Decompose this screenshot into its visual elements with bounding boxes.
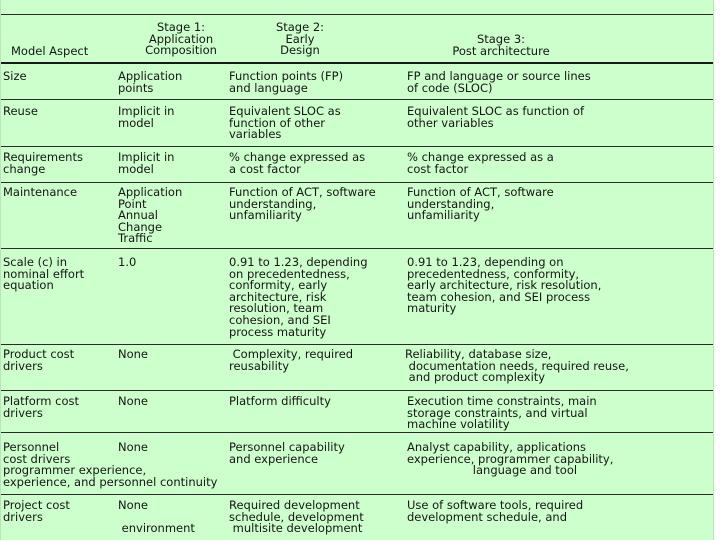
row-scale-stage-3: 0.91 to 1.23, depending on precedentedness, conformity, early architecture, risk resolution, team cohesion, and SEI process maturity (407, 255, 602, 316)
row-platform-stage-1: None (118, 394, 149, 408)
row-divider (1, 99, 713, 100)
header-model-aspect: Model Aspect (11, 44, 89, 58)
row-personnel-stage-2: Personnel capability and experience (229, 440, 345, 466)
table-top-rule (1, 14, 713, 15)
row-project-stage-3: Use of software tools, required development schedule, and (407, 498, 584, 524)
row-maintenance-stage-3: Function of ACT, software understanding, unfamiliarity (407, 185, 554, 223)
header-stage-3: Stage 3: Post architecture (452, 32, 550, 58)
row-maintenance-stage-1: Application Point Annual Change Traffic (118, 185, 183, 246)
row-divider (1, 344, 713, 345)
row-requirements-stage-3: % change expressed as a cost factor (407, 150, 554, 176)
row-requirements-stage-2: % change expressed as a cost factor (229, 150, 366, 176)
row-maintenance-stage-2: Function of ACT, software understanding, unfamiliarity (229, 185, 376, 223)
row-project-stage-2: Required development schedule, development multisite development (229, 498, 364, 536)
row-size-stage-2: Function points (FP) and language (229, 69, 344, 95)
row-requirements-stage-1: Implicit in model (118, 150, 175, 176)
row-platform-aspect: Platform cost drivers (3, 394, 80, 420)
row-reuse-stage-2: Equivalent SLOC as function of other variables (229, 104, 341, 142)
row-product-stage-2: Complexity, required reusability (229, 347, 354, 373)
row-size-stage-3: FP and language or source lines of code (SLOC) (407, 69, 591, 95)
row-product-stage-1: None (118, 347, 149, 361)
row-personnel-aspect: Personnel cost drivers programmer experience, experience, and personnel continuity (3, 440, 218, 489)
row-size-aspect: Size (3, 69, 27, 83)
row-requirements-aspect: Requirements change (3, 150, 83, 176)
row-platform-stage-2: Platform difficulty (229, 394, 331, 408)
row-project-stage-1: None environment (118, 498, 195, 536)
row-scale-stage-1: 1.0 (118, 255, 137, 269)
row-reuse-stage-3: Equivalent SLOC as function of other variables (407, 104, 585, 130)
row-reuse-stage-1: Implicit in model (118, 104, 175, 130)
row-project-aspect: Project cost drivers (3, 498, 70, 524)
row-divider (1, 248, 713, 249)
row-reuse-aspect: Reuse (3, 104, 38, 118)
row-divider (1, 146, 713, 147)
header-stage-1: Stage 1: Application Composition (145, 20, 217, 58)
row-scale-stage-2: 0.91 to 1.23, depending on precedentedness, conformity, early architecture, risk resolution, team cohesion, and SEI process maturity (229, 255, 368, 339)
row-personnel-stage-1: None (118, 440, 149, 454)
row-product-aspect: Product cost drivers (3, 347, 75, 373)
row-personnel-stage-3: Analyst capability, applications experience, programmer capability, language and tool (407, 440, 614, 478)
header-bottom-rule (1, 62, 713, 64)
row-size-stage-1: Application points (118, 69, 183, 95)
row-maintenance-aspect: Maintenance (3, 185, 78, 199)
row-divider (1, 390, 713, 391)
row-platform-stage-3: Execution time constraints, main storage constraints, and virtual machine volatility (407, 394, 597, 432)
header-stage-2: Stage 2: Early Design (275, 20, 325, 58)
row-divider (1, 182, 713, 183)
row-scale-aspect: Scale (c) in nominal effort equation (3, 255, 85, 293)
row-divider (1, 494, 713, 495)
row-product-stage-3: Reliability, database size, documentation needs, required reuse, and product complexity (405, 347, 629, 385)
row-divider (1, 432, 713, 433)
